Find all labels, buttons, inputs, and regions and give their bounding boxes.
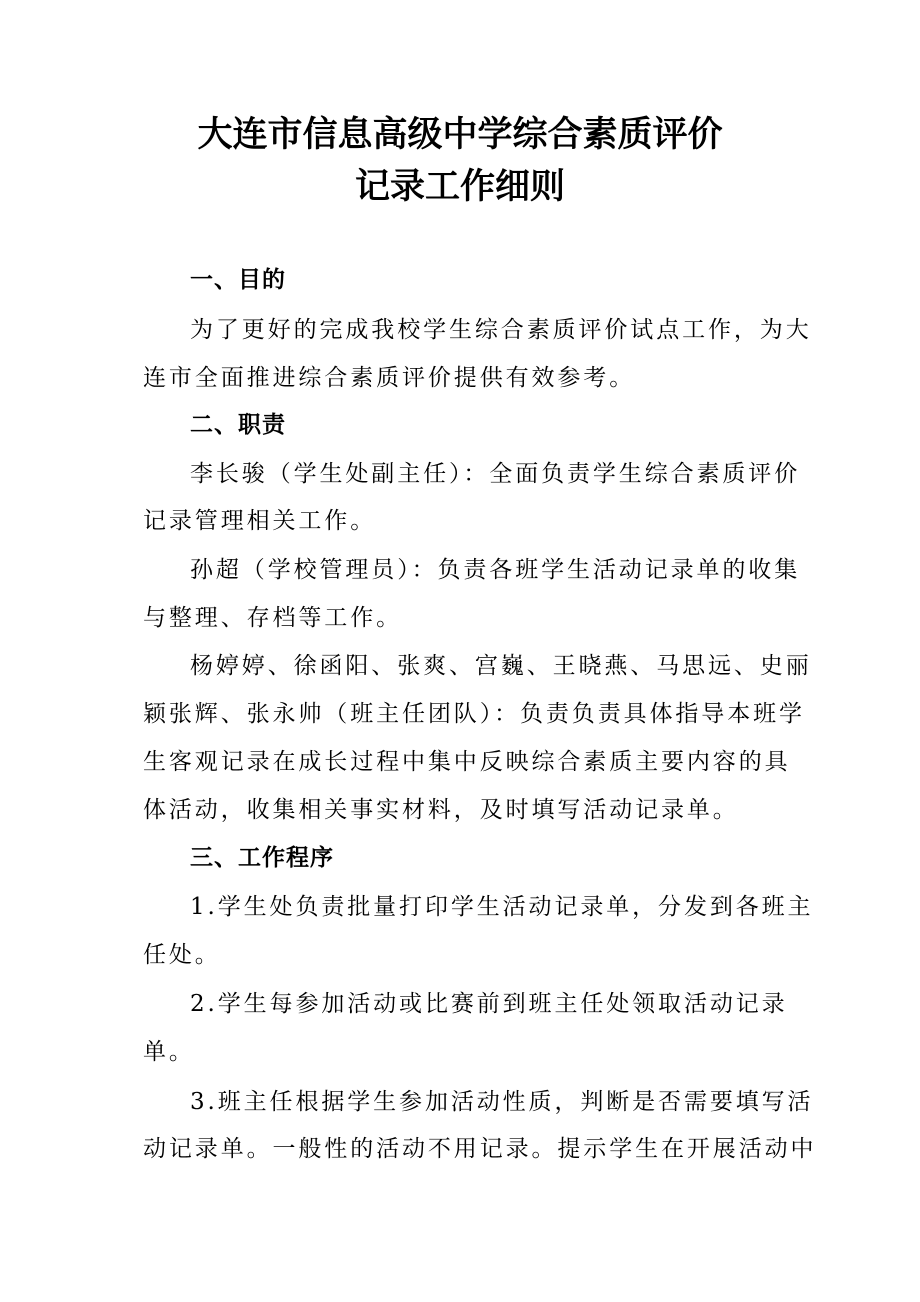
duties-p1-line-1: 李长骏（学生处副主任）：全面负责学生综合素质评价 bbox=[190, 461, 801, 487]
duties-p2-line-1: 孙超（学校管理员）：负责各班学生活动记录单的收集 bbox=[190, 557, 801, 583]
duties-p1-line-2: 记录管理相关工作。 bbox=[143, 508, 377, 534]
section-heading-duties: 二、职责 bbox=[190, 412, 286, 438]
duties-p3-line-1: 杨婷婷、徐函阳、张爽、宫巍、王晓燕、马思远、史丽 bbox=[190, 653, 812, 679]
procedure-step2-line-2: 单。 bbox=[143, 1039, 195, 1065]
procedure-step1-line-1: 1.学生处负责批量打印学生活动记录单，分发到各班主 bbox=[190, 894, 814, 920]
section-heading-purpose: 一、目的 bbox=[190, 267, 286, 293]
purpose-line-2: 连市全面推进综合素质评价提供有效参考。 bbox=[143, 365, 636, 391]
document-title-line-2: 记录工作细则 bbox=[354, 167, 565, 207]
document-title-line-1: 大连市信息高级中学综合素质评价 bbox=[197, 115, 723, 155]
procedure-step1-line-2: 任处。 bbox=[143, 942, 221, 968]
duties-p3-line-4: 体活动，收集相关事实材料，及时填写活动记录单。 bbox=[143, 797, 739, 823]
procedure-step3-line-1: 3.班主任根据学生参加活动性质，判断是否需要填写活 bbox=[190, 1089, 814, 1115]
duties-p3-line-3: 生客观记录在成长过程中集中反映综合素质主要内容的具 bbox=[143, 749, 791, 775]
purpose-line-1: 为了更好的完成我校学生综合素质评价试点工作，为大 bbox=[190, 317, 812, 343]
procedure-step2-line-1: 2.学生每参加活动或比赛前到班主任处领取活动记录 bbox=[190, 991, 788, 1017]
procedure-step3-line-2: 动记录单。一般性的活动不用记录。提示学生在开展活动中 bbox=[143, 1136, 817, 1162]
duties-p2-line-2: 与整理、存档等工作。 bbox=[143, 605, 402, 631]
section-heading-procedure: 三、工作程序 bbox=[190, 845, 334, 871]
duties-p3-line-2: 颖张辉、张永帅（班主任团队）：负责负责具体指导本班学 bbox=[143, 701, 805, 727]
